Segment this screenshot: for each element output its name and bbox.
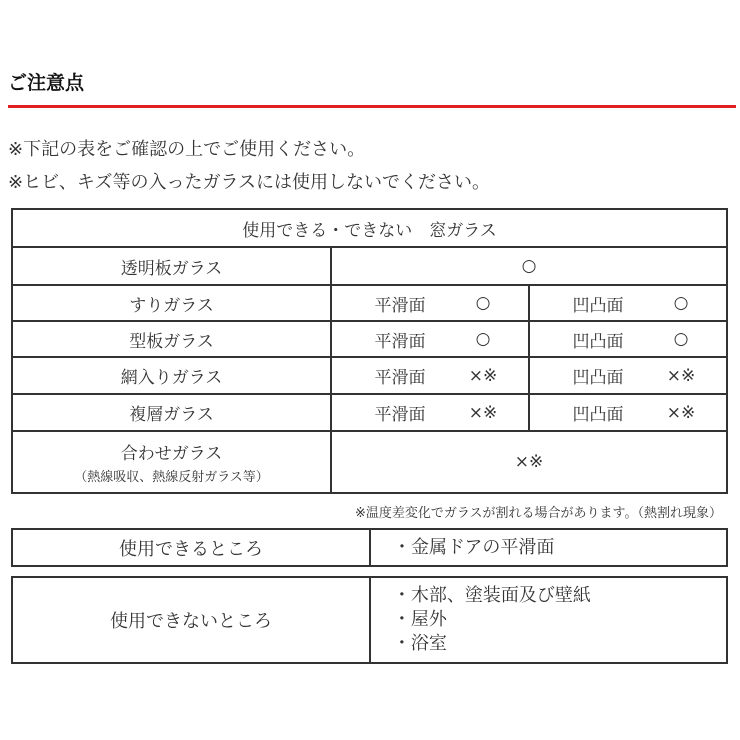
section-title: ご注意点 [8, 72, 85, 94]
flat-label: 平滑面 [374, 368, 426, 388]
glass-compatibility-table [11, 208, 728, 494]
glass-name: すりガラス [12, 285, 331, 321]
rough-mark: ○ [673, 293, 689, 313]
flat-mark: ×※ [468, 402, 498, 423]
usable-table [11, 528, 728, 567]
rough-label: 凹凸面 [572, 368, 624, 388]
table-row [12, 357, 727, 394]
unusable-item: ・浴室 [392, 633, 447, 654]
glass-name: 網入りガラス [12, 357, 331, 394]
glass-name: 合わせガラス [120, 444, 223, 464]
rough-label: 凹凸面 [572, 331, 624, 352]
title-divider [8, 105, 736, 108]
usable-item: ・金属ドアの平滑面 [392, 536, 555, 558]
table-row [12, 285, 727, 321]
glass-name: 透明板ガラス [12, 247, 331, 285]
note-1: ※下記の表をご確認の上でご使用ください。 [8, 139, 366, 160]
table-row [12, 321, 727, 357]
glass-mark: ○ [331, 247, 727, 285]
flat-label: 平滑面 [374, 295, 426, 316]
footnote: ※温度差変化でガラスが割れる場合があります。（熱割れ現象） [355, 506, 722, 521]
rough-mark: ×※ [666, 402, 696, 423]
glass-mark: ×※ [331, 431, 727, 493]
rough-mark: ○ [673, 329, 689, 349]
flat-label: 平滑面 [374, 405, 426, 425]
unusable-table [11, 576, 728, 664]
rough-label: 凹凸面 [572, 405, 624, 425]
usable-label: 使用できるところ [12, 529, 370, 566]
flat-label: 平滑面 [374, 331, 426, 352]
table-row [12, 247, 727, 285]
unusable-label: 使用できないところ [12, 577, 370, 663]
table-header: 使用できる・できない 窓ガラス [12, 209, 727, 247]
unusable-item: ・屋外 [392, 609, 447, 630]
rough-label: 凹凸面 [572, 295, 624, 316]
table-row [12, 431, 727, 493]
flat-mark: ○ [475, 293, 491, 313]
flat-mark: ×※ [468, 365, 498, 386]
flat-mark: ○ [475, 329, 491, 349]
glass-name: 複層ガラス [12, 394, 331, 431]
unusable-item: ・木部、塗装面及び壁紙 [392, 585, 591, 606]
glass-subtitle: （熱線吸収、熱線反射ガラス等） [74, 470, 269, 485]
table-row [12, 394, 727, 431]
note-2: ※ヒビ、キズ等の入ったガラスには使用しないでください。 [8, 172, 490, 193]
rough-mark: ×※ [666, 365, 696, 386]
glass-name: 型板ガラス [12, 321, 331, 357]
